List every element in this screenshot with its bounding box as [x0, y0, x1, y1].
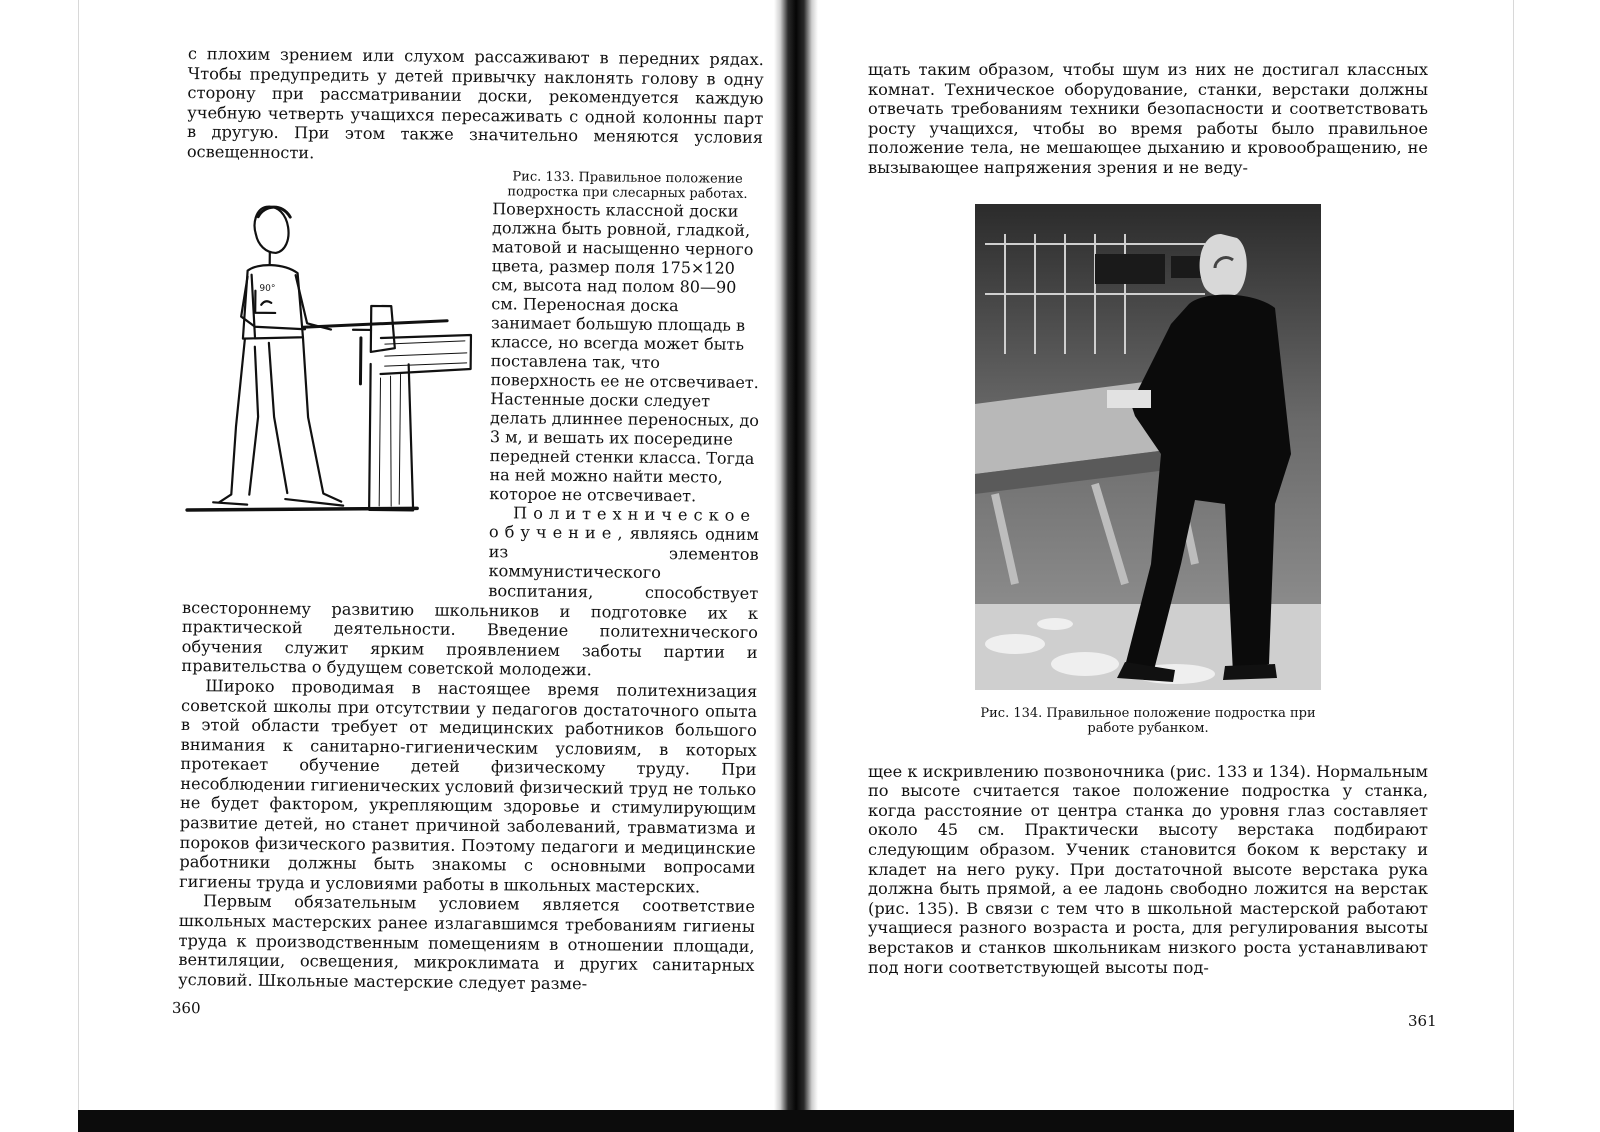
scan-edge-right	[1513, 0, 1514, 1112]
paragraph-first-condition: Первым обязательным условием является соответствие школьных мастерских ранее излагавшимся требованиям гигиены труда к производственным помещениям в отношении площади, вентиляции, освещения, микроклимата и других санитарных условий. Школьные мастерские следует разме-	[178, 891, 756, 994]
illustration-metalwork-posture	[183, 186, 483, 549]
figure-133-caption: Рис. 133. Правильное положение подростка при слесарных работах.	[507, 168, 748, 202]
left-page	[171, 44, 764, 1110]
paragraph-workshop-equipment: щать таким образом, чтобы шум из них не достигал классных комнат. Техническое оборудование, станки, верстаки должны отвечать требованиям техники безопасности и соответствовать росту учащихся, чтобы во время работы было правильное положение тела, не мешающее дыханию и кровообращению, не вызывающее напряжения зрения и не веду-	[868, 60, 1428, 177]
scan-edge-left	[78, 0, 79, 1112]
paragraph-blackboard: Поверхность классной доски должна быть ровной, гладкой, матовой и насыщенно черного цвета, размер поля 175×120 см, высота над полом 80—90 см. Переносная доска занимает большую площадь в классе, но всегда может быть поставлена так, что поверхность ее не отсвечивает. Настенные доски следует делать длиннее переносных, до 3 м, и вешать их посередине передней стенки класса. Тогда на ней можно найти место, которое не отсвечивает.	[489, 198, 760, 505]
book-spine-gutter	[774, 0, 818, 1112]
figure-134-caption: Рис. 134. Правильное положение подростка при работе рубанком.	[980, 705, 1316, 736]
page-number-left: 360	[171, 998, 201, 1018]
polytechnic-heading: Политехническое обучение	[488, 502, 757, 543]
paragraph-workbench-height: щее к искривлению позвоночника (рис. 133 и 134). Нормальным по высоте считается такое положение подростка у станка, когда расстояние от центра станка до уровня глаз составляет около 45 см. Практически высоту верстака подбирают следующим образом. Ученик становится боком к верстаку и кладет на него руку. При достаточной высоте верстака рука должна быть прямой, а ее ладонь свободно ложится на верстак (рис. 135). В связи с тем что в школьной мастерской работают учащиеся разного возраста и роста, для регулирования высоты верстаков и станков школьникам низкого роста устанавливают под ноги соответствующей высоты под-	[868, 761, 1428, 977]
paragraph-politechnization: Широко проводимая в настоящее время политехнизация советской школы при отсутствии у педагогов достаточного опыта в этой области требует от медицинских работников большого внимания к санитарно-гигиеническим условиям, в которых протекает обучение детей физическому труду. При несоблюдении гигиенических условий физический труд не только не будет фактором, укрепляющим здоровье и стимулирующим развитие детей, но станет причиной заболеваний, травматизма и пороков физического развития. Поэтому педагоги и медицинские работники должны быть знакомы с основными вопросами гигиены труда и условиями работы в школьных мастерских.	[179, 676, 758, 897]
photo-planing-posture	[975, 204, 1321, 690]
polytechnic-text: , являясь одним из элементов коммунистического воспитания, способствует всестороннему развитию школьников и подготовке их к практической деятельности. Введение политехнического обучения служит ярким проявлением заботы партии и правительства о будущем советской молодежи.	[181, 523, 759, 680]
scan-bottom-border	[78, 1110, 1514, 1132]
right-page	[868, 60, 1437, 1110]
figure-134	[975, 204, 1321, 736]
angle-label: 90°	[259, 283, 276, 294]
paragraph-seating: с плохим зрением или слухом рассаживают в передних рядах. Чтобы предупредить у детей привычку наклонять голову в одну сторону при рассматривании доски, рекомендуется каждую учебную четверть учащихся пересаживать с одной колонны парт в другую. При этом также значительно меняются условия освещенности.	[186, 44, 764, 163]
page-number-right: 361	[1408, 1012, 1437, 1030]
figure-133	[182, 186, 482, 589]
